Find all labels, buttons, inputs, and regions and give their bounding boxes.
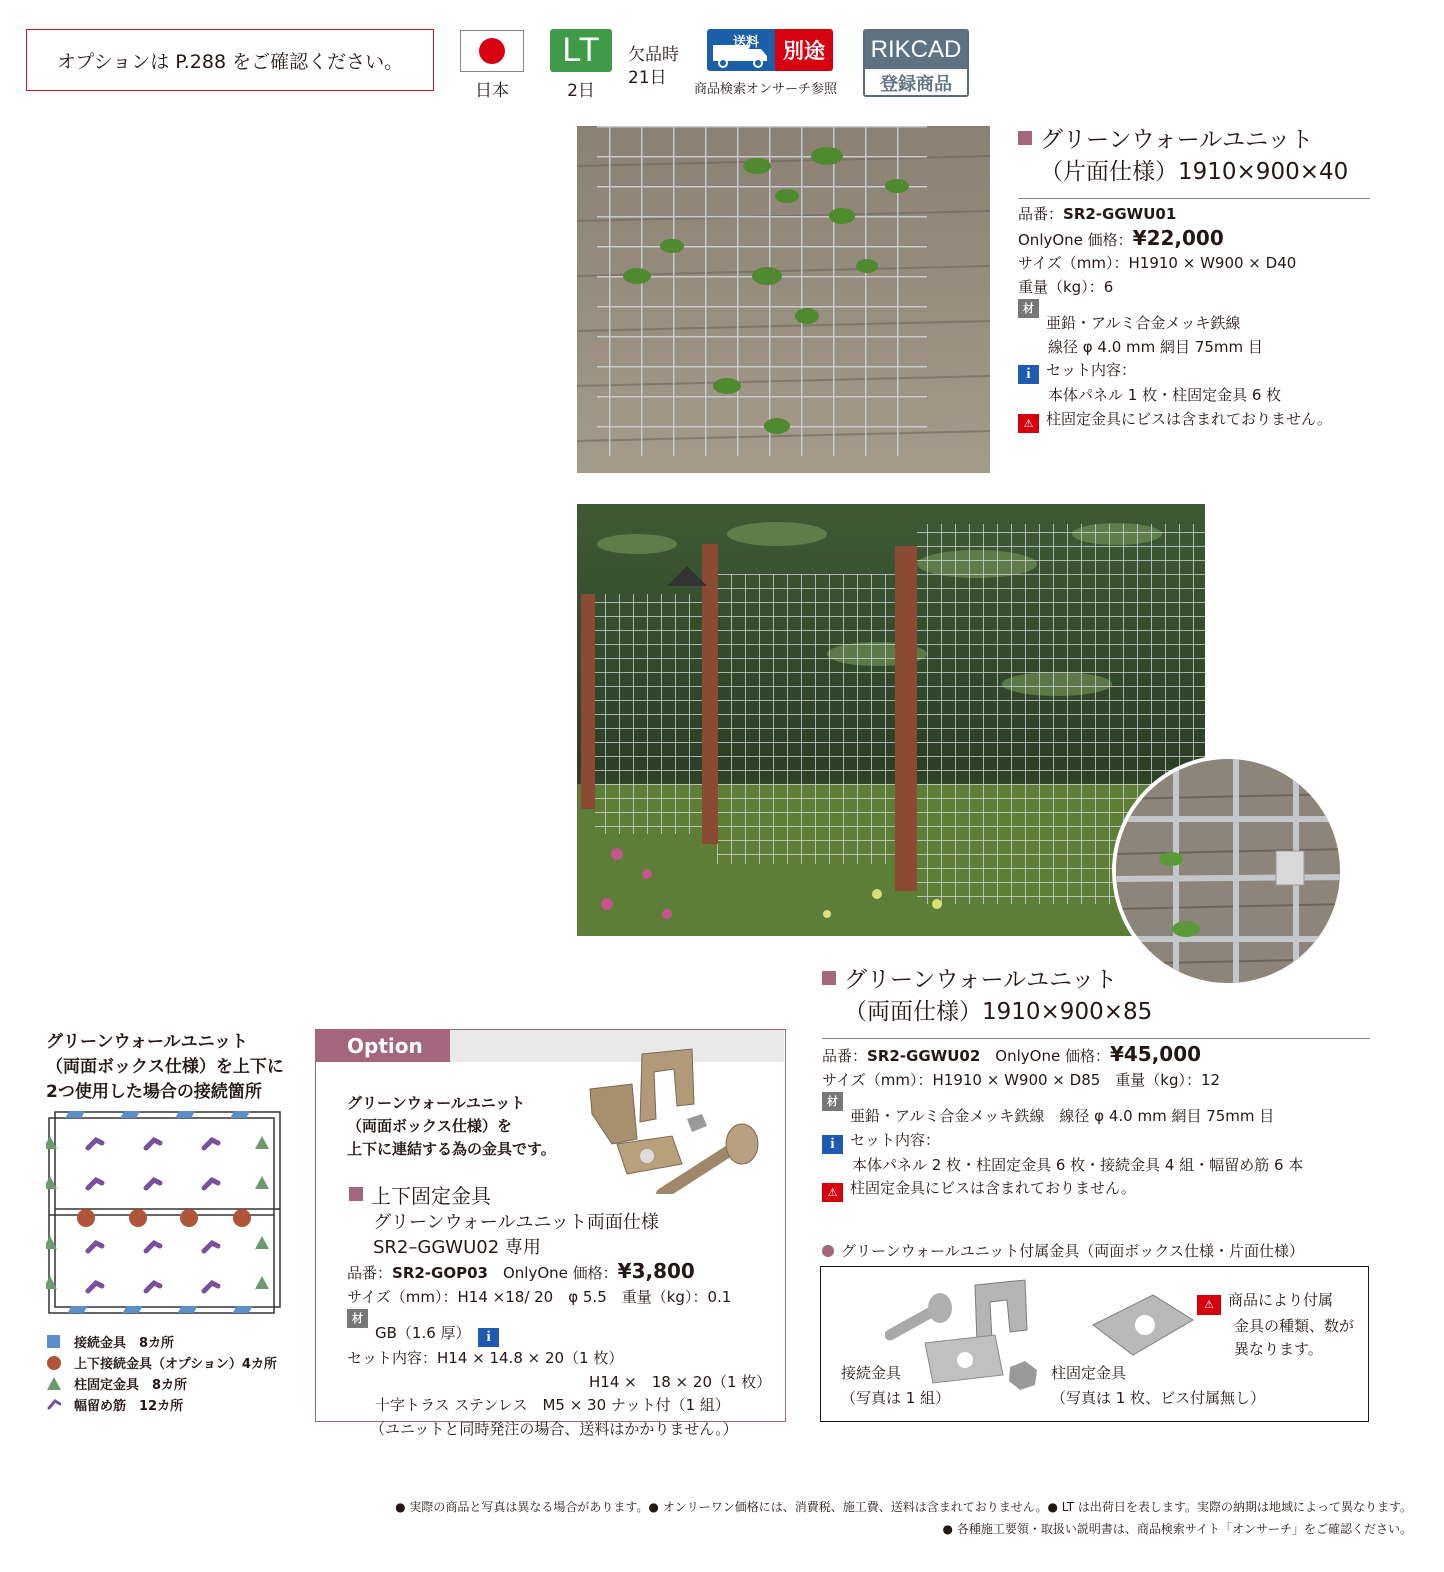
option-tab: Option bbox=[316, 1030, 450, 1062]
diagram-legend bbox=[47, 1333, 277, 1417]
japan-flag-icon bbox=[460, 30, 524, 72]
product1-code: 品番：SR2-GGWU01 bbox=[1018, 205, 1177, 223]
blue-square-icon bbox=[47, 1335, 60, 1348]
backorder-info bbox=[628, 44, 679, 90]
product2-size-weight: サイズ（mm）：H1910 × W900 × D85 重量（kg）：12 bbox=[822, 1070, 1221, 1089]
option-box bbox=[315, 1029, 786, 1438]
rikcad-badge bbox=[863, 29, 969, 97]
option-material-set: 材質 GB（1.6 厚） iセット内容：H14 × 14.8 × 20（1 枚） bbox=[347, 1309, 777, 1371]
warning-icon: ⚠ bbox=[822, 1183, 843, 1202]
option-subtitle: グリーンウォールユニット両面仕様 SR2–GGWU02 専用 bbox=[373, 1212, 659, 1258]
post-fixing-hardware-photo bbox=[1083, 1275, 1203, 1375]
product2-material: 材質 亜鉛・アルミ合金メッキ鉄線 線径 φ 4.0 mm 網目 75mm 目 bbox=[822, 1092, 1370, 1129]
option-hardware-photo bbox=[582, 1044, 772, 1194]
product2-code-price: 品番：SR2-GGWU02 OnlyOne 価格：¥45,000 bbox=[822, 1042, 1202, 1066]
legend-item: 幅留め筋 12カ所 bbox=[47, 1396, 277, 1417]
product2-title-spec: （両面仕様）1910×900×85 bbox=[844, 999, 1153, 1025]
product2-block bbox=[822, 964, 1370, 1202]
product1-price: OnlyOne 価格：¥22,000 bbox=[1018, 225, 1224, 250]
brown-circle-icon bbox=[47, 1356, 61, 1370]
divider bbox=[822, 1038, 1370, 1039]
product2-title: グリーンウォールユニット bbox=[822, 964, 1370, 996]
legend-item: 上下接続金具（オプション）4カ所 bbox=[47, 1354, 277, 1375]
diagram-title: グリーンウォールユニット （両面ボックス仕様）を上下に 2つ使用した場合の接続箇所 bbox=[46, 1032, 284, 1102]
shipping-caption: 商品検索オンサーチ参照 bbox=[694, 82, 838, 97]
footer-notes bbox=[200, 1496, 1412, 1540]
connector-label: 接続金具 （写真は 1 組） bbox=[841, 1364, 951, 1407]
warning-icon: ⚠ bbox=[1018, 414, 1039, 433]
legend-item: 柱固定金具 8カ所 bbox=[47, 1375, 277, 1396]
accessories-box bbox=[820, 1266, 1369, 1422]
product1-set-contents: 本体パネル 1 枚・柱固定金具 6 枚 bbox=[1048, 386, 1282, 404]
info-icon: i bbox=[478, 1328, 499, 1347]
product1-title: グリーンウォールユニット bbox=[1018, 124, 1370, 156]
rikcad-registered: 登録商品 bbox=[865, 69, 967, 97]
square-bullet-icon bbox=[1018, 131, 1032, 145]
product1-material-wire: 線径 φ 4.0 mm 網目 75mm 目 bbox=[1048, 337, 1263, 356]
material-icon: 材質 bbox=[822, 1092, 843, 1111]
option-code-price: 品番：SR2-GOP03 OnlyOne 価格：¥3,800 bbox=[347, 1259, 695, 1283]
single-sided-unit-photo bbox=[577, 126, 990, 473]
origin-label: 日本 bbox=[475, 81, 509, 101]
option-product-info bbox=[349, 1182, 659, 1260]
option-title: 上下固定金具 bbox=[349, 1182, 659, 1210]
post-fixing-label: 柱固定金具 （写真は 1 枚、ビス付属無し） bbox=[1051, 1364, 1266, 1407]
option-description: グリーンウォールユニット （両面ボックス仕様）を 上下に連結する為の金具です。 bbox=[347, 1094, 556, 1158]
square-bullet-icon bbox=[822, 971, 836, 985]
product2-set: i セット内容： bbox=[822, 1129, 1370, 1154]
option-size-weight: サイズ（mm）：H14 ×18/ 20 φ 5.5 重量（kg）：0.1 bbox=[347, 1287, 732, 1306]
truck-icon bbox=[707, 29, 775, 71]
product1-material: 材質 亜鉛・アルミ合金メッキ鉄線 bbox=[1018, 299, 1370, 336]
circle-bullet-icon bbox=[822, 1245, 834, 1257]
info-icon: i bbox=[1018, 365, 1039, 384]
product2-set-contents: 本体パネル 2 枚・柱固定金具 6 枚・接続金具 4 組・幅留め筋 6 本 bbox=[852, 1155, 1304, 1174]
product1-block bbox=[1018, 124, 1370, 433]
backorder-days: 21日 bbox=[628, 68, 667, 88]
product2-warning: ⚠ 柱固定金具にビスは含まれておりません。 bbox=[822, 1177, 1370, 1202]
green-triangle-icon bbox=[47, 1377, 61, 1390]
option-note: （ユニットと同時発注の場合、送料はかかりません。） bbox=[370, 1419, 738, 1438]
option-specs bbox=[347, 1260, 777, 1441]
footer-line: ● 各種施工要領・取扱い説明書は、商品検索サイト「オンサーチ」をご確認ください。 bbox=[942, 1522, 1412, 1536]
product1-title-spec: （片面仕様）1910×900×40 bbox=[1040, 159, 1349, 185]
lt-badge: LT bbox=[550, 29, 612, 72]
option-set-line3: 十字トラス ステンレス M5 × 30 ナット付（1 組） bbox=[375, 1396, 730, 1414]
product1-warning: ⚠ 柱固定金具にビスは含まれておりません。 bbox=[1018, 408, 1370, 433]
double-sided-unit-photo bbox=[577, 504, 1205, 936]
material-icon: 材質 bbox=[1018, 299, 1039, 318]
shipping-badge bbox=[707, 29, 833, 71]
backorder-label: 欠品時 bbox=[628, 45, 679, 65]
divider bbox=[1018, 198, 1370, 199]
product1-set: i セット内容： bbox=[1018, 359, 1370, 384]
lt-days: 2日 bbox=[567, 81, 595, 101]
accessories-warning: ⚠ 商品により付属 金具の種類、数が 異なります。 bbox=[1197, 1289, 1354, 1361]
shipping-badge-right: 別途 bbox=[775, 29, 833, 71]
rikcad-label: RIKCAD bbox=[865, 31, 967, 69]
legend-item: 接続金具 8カ所 bbox=[47, 1333, 277, 1354]
product1-size: サイズ（mm）：H1910 × W900 × D40 bbox=[1018, 254, 1297, 272]
shipping-badge-top: 送料 bbox=[733, 35, 760, 50]
option-page-note: オプションは P.288 をご確認ください。 bbox=[26, 29, 434, 91]
product1-weight: 重量（kg）：6 bbox=[1018, 277, 1114, 296]
info-icon: i bbox=[822, 1135, 843, 1154]
accessories-heading: グリーンウォールユニット付属金具（両面ボックス仕様・片面仕様） bbox=[822, 1240, 1304, 1261]
fixture-closeup-photo bbox=[1112, 755, 1344, 987]
option-set-line2: H14 × 18 × 20（1 枚） bbox=[589, 1372, 772, 1391]
material-icon: 材質 bbox=[347, 1309, 368, 1328]
footer-line: ● 実際の商品と写真は異なる場合があります。● オンリーワン価格には、消費税、施工費、送料は含まれておりません。● LT は出荷日を表します。実際の納期は地域によって異なります。 bbox=[395, 1500, 1412, 1514]
square-bullet-icon bbox=[349, 1187, 363, 1201]
warning-icon: ⚠ bbox=[1197, 1295, 1221, 1315]
purple-bracket-icon bbox=[47, 1396, 61, 1417]
connection-diagram bbox=[46, 1108, 284, 1326]
